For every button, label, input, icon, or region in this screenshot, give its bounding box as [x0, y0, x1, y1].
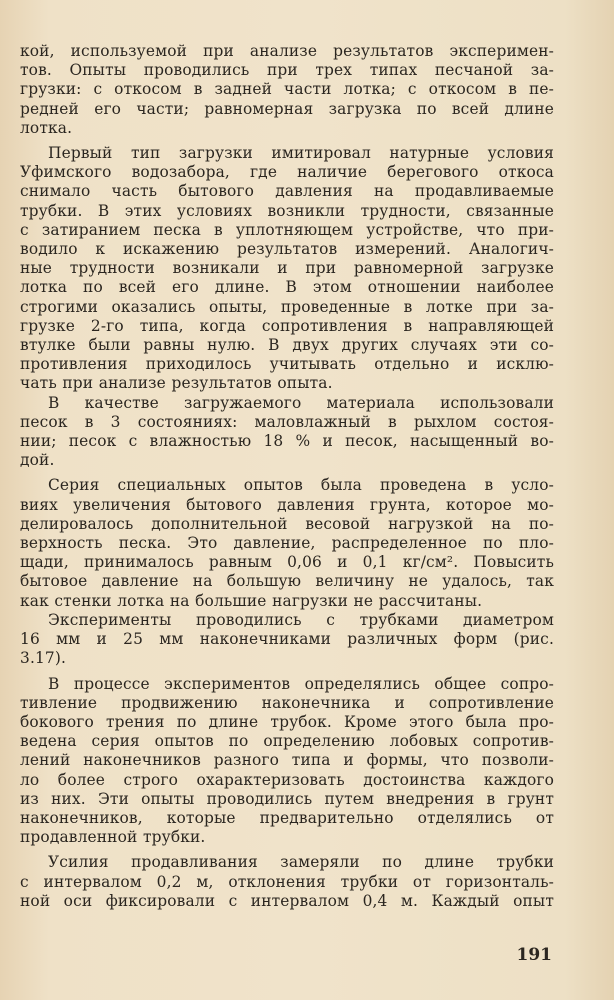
text-line: грузке 2-го типа, когда сопротивления в направляющей	[20, 316, 554, 335]
paragraph	[20, 675, 554, 848]
text-line: нии; песок с влажностью 18 % и песок, насыщенный во-	[20, 432, 554, 451]
text-line: дой.	[20, 451, 55, 470]
text-line: тов. Опыты проводились при трех типах песчаной за-	[20, 61, 554, 80]
text-line: строгими оказались опыты, проведенные в лотке при за-	[20, 297, 554, 316]
text-line: песок в 3 состояниях: маловлажный в рыхлом состоя-	[20, 412, 554, 431]
paragraph	[20, 42, 554, 138]
text-line: как стенки лотка на большие нагрузки не рассчитаны.	[20, 591, 483, 610]
text-line: с затиранием песка в уплотняющем устройстве, что при-	[20, 220, 554, 239]
text-line: водило к искажению результатов измерений. Аналогич-	[20, 240, 554, 259]
text-line: тивление продвижению наконечника и сопротивление	[20, 693, 554, 712]
text-line: лотка по всей его длине. В этом отношении наиболее	[20, 278, 554, 297]
text-line: Серия специальных опытов была проведена в усло-	[48, 476, 554, 495]
text-line: трубки. В этих условиях возникли трудности, связанные	[20, 201, 554, 220]
paragraph	[20, 611, 554, 669]
text-line: редней его части; равномерная загрузка по всей длине	[20, 99, 554, 118]
text-line: виях увеличения бытового давления грунта, которое мо-	[20, 495, 554, 514]
text-line: верхность песка. Это давление, распределенное по пло-	[20, 534, 554, 553]
text-line: снимало часть бытового давления на продавливаемые	[20, 182, 554, 201]
page-number: 191	[516, 945, 552, 965]
text-line: щади, принималось равным 0,06 и 0,1 кг/см². Повысить	[20, 553, 554, 572]
text-line: 16 мм и 25 мм наконечниками различных форм (рис.	[20, 630, 554, 649]
text-line: ной оси фиксировали с интервалом 0,4 м. Каждый опыт	[20, 891, 554, 910]
paragraph	[20, 476, 554, 610]
text-line: В процессе экспериментов определялись общее сопро-	[48, 674, 554, 693]
paragraph	[20, 853, 554, 911]
text-line: из них. Эти опыты проводились путем внедрения в грунт	[20, 789, 554, 808]
text-line: В качестве загружаемого материала использовали	[48, 393, 554, 412]
text-line: Уфимского водозабора, где наличие берегового откоса	[20, 163, 554, 182]
text-line: кой, используемой при анализе результатов эксперимен-	[20, 42, 554, 60]
text-line: грузки: с откосом в задней части лотка; с откосом в пе-	[20, 80, 554, 99]
text-line: противления приходилось учитывать отдельно и исклю-	[20, 355, 554, 374]
text-line: Первый тип загрузки имитировал натурные условия	[48, 144, 554, 163]
body-text	[20, 42, 554, 911]
text-line: втулке были равны нулю. В двух других случаях эти со-	[20, 336, 554, 355]
text-line: Эксперименты проводились с трубками диаметром	[48, 610, 554, 629]
text-line: наконечников, которые предварительно отделялись от	[20, 808, 554, 827]
text-line: ные трудности возникали и при равномерной загрузке	[20, 259, 554, 278]
text-line: с интервалом 0,2 м, отклонения трубки от горизонталь-	[20, 872, 554, 891]
text-line: лотка.	[20, 118, 73, 137]
paragraph	[20, 394, 554, 471]
text-line: бокового трения по длине трубок. Кроме этого была про-	[20, 712, 554, 731]
text-line: ведена серия опытов по определению лобовых сопротив-	[20, 732, 554, 751]
text-line: Усилия продавливания замеряли по длине трубки	[48, 853, 554, 872]
text-line: продавленной трубки.	[20, 828, 206, 847]
text-line: делировалось дополнительной весовой нагрузкой на по-	[20, 514, 554, 533]
text-line: бытовое давление на большую величину не удалось, так	[20, 572, 554, 591]
text-line: ло более строго охарактеризовать достоинства каждого	[20, 770, 554, 789]
paragraph	[20, 144, 554, 394]
text-line: лений наконечников разного типа и формы, что позволи-	[20, 751, 554, 770]
text-line: 3.17).	[20, 649, 67, 668]
text-line: чать при анализе результатов опыта.	[20, 374, 333, 393]
